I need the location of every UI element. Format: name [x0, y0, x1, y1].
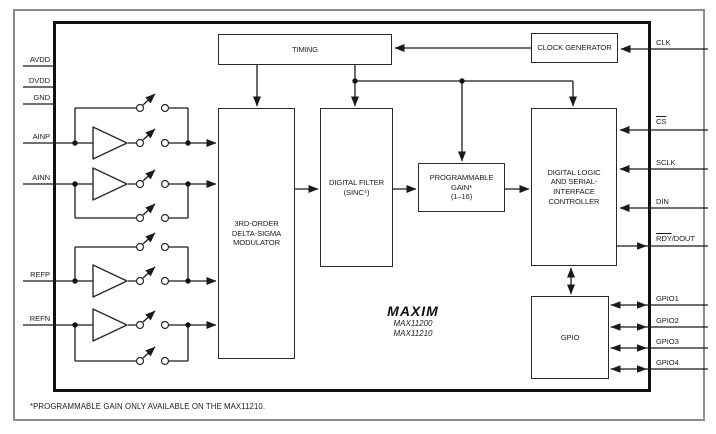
pin-label-din: DIN: [656, 197, 669, 206]
pin-label-gnd: GND: [33, 93, 50, 102]
block-gpio: [531, 296, 609, 379]
pin-label-sclk: SCLK: [656, 158, 676, 167]
digital-logic-line: INTERFACE: [553, 187, 595, 196]
pin-label-avdd: AVDD: [29, 55, 50, 64]
pin-label-cs: $\overline{CS}$: [656, 117, 667, 126]
modulator-line: 3RD-ORDER: [234, 219, 279, 229]
modulator-line: DELTA-SIGMA: [231, 228, 282, 238]
block-delta-sigma-modulator: [218, 108, 295, 359]
modulator-line: MODULATOR: [233, 238, 280, 248]
block-clock-generator: [531, 33, 618, 63]
programmable-gain-line: GAIN*: [450, 182, 473, 192]
digital-filter-line: (SINC⁴): [343, 187, 370, 197]
pin-label-ainn: AINN: [32, 173, 50, 182]
block-programmable-gain: [418, 163, 505, 212]
block-digital-logic: [531, 108, 617, 266]
block-timing-label: TIMING: [292, 44, 318, 54]
pin-label-clk: CLK: [656, 38, 671, 47]
pin-label-gpio4: GPIO4: [656, 358, 679, 367]
pin-label-ainp: AINP: [32, 132, 50, 141]
block-clock-generator-label: CLOCK GENERATOR: [537, 43, 612, 53]
programmable-gain-line: PROGRAMMABLE: [429, 173, 494, 183]
block-timing: [218, 34, 392, 65]
pin-label-rdy-dout: [656, 234, 710, 244]
block-gpio-label: GPIO: [560, 332, 580, 342]
maxim-logo: MAXIM: [387, 303, 439, 319]
pin-label-refp: REFP: [30, 270, 50, 279]
digital-filter-line: DIGITAL FILTER: [329, 177, 384, 187]
pin-label-gpio1: GPIO1: [656, 294, 679, 303]
digital-logic-line: AND SERIAL-: [550, 177, 598, 187]
digital-logic-line: CONTROLLER: [548, 196, 600, 206]
digital-logic-line: DIGITAL LOGIC: [547, 167, 601, 177]
dout-part: /DOUT: [671, 234, 695, 243]
part-number-1: MAX11200: [393, 319, 433, 328]
pin-label-gpio3: GPIO3: [656, 337, 679, 346]
programmable-gain-line: (1–16): [450, 192, 473, 202]
brand-area: [356, 303, 470, 339]
pin-label-dvdd: DVDD: [28, 76, 50, 85]
block-digital-filter: [320, 108, 393, 267]
pin-label-gpio2: GPIO2: [656, 316, 679, 325]
rdy-overline-part: $\overline{RDY}$: [656, 234, 672, 243]
footnote: *PROGRAMMABLE GAIN ONLY AVAILABLE ON THE MAX11210.: [30, 402, 266, 411]
part-number-2: MAX11210: [393, 329, 433, 338]
pin-label-refn: REFN: [29, 314, 50, 323]
